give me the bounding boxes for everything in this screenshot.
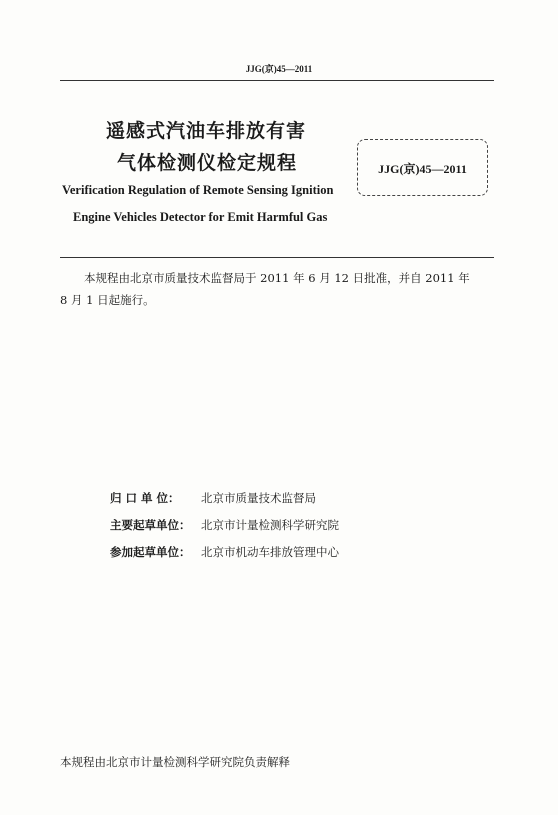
approval-line1: 本规程由北京市质量技术监督局于 2011 年 6 月 12 日批准，并自 2011 年 <box>84 271 470 285</box>
unit-value: 北京市计量检测科学研究院 <box>201 518 339 532</box>
header-rule <box>60 80 494 81</box>
unit-label: 主要起草单位： <box>110 518 191 532</box>
title-en-line2: Engine Vehicles Detector for Emit Harmful Gas <box>73 210 328 224</box>
approval-line2: 8 月 1 日起施行。 <box>60 293 155 307</box>
standard-code: JJG(京)45—2011 <box>378 162 467 176</box>
header-code: JJG(京)45—2011 <box>245 64 313 74</box>
unit-label: 参加起草单位： <box>110 545 191 559</box>
unit-row-responsible <box>110 490 316 506</box>
unit-label: 归 口 单 位： <box>110 491 180 505</box>
unit-row-participating-drafter <box>110 544 339 560</box>
unit-value: 北京市质量技术监督局 <box>201 491 316 505</box>
unit-row-main-drafter <box>110 517 339 533</box>
title-rule <box>60 257 494 258</box>
title-cn-line1: 遥感式汽油车排放有害 <box>106 120 307 142</box>
title-en-line1: Verification Regulation of Remote Sensing Ignition <box>62 183 334 197</box>
approval-paragraph <box>60 267 498 311</box>
standard-code-box <box>357 139 488 196</box>
title-cn-line2: 气体检测仪检定规程 <box>117 152 298 174</box>
interpretation-note: 本规程由北京市计量检测科学研究院负责解释 <box>60 755 290 769</box>
unit-value: 北京市机动车排放管理中心 <box>201 545 339 559</box>
